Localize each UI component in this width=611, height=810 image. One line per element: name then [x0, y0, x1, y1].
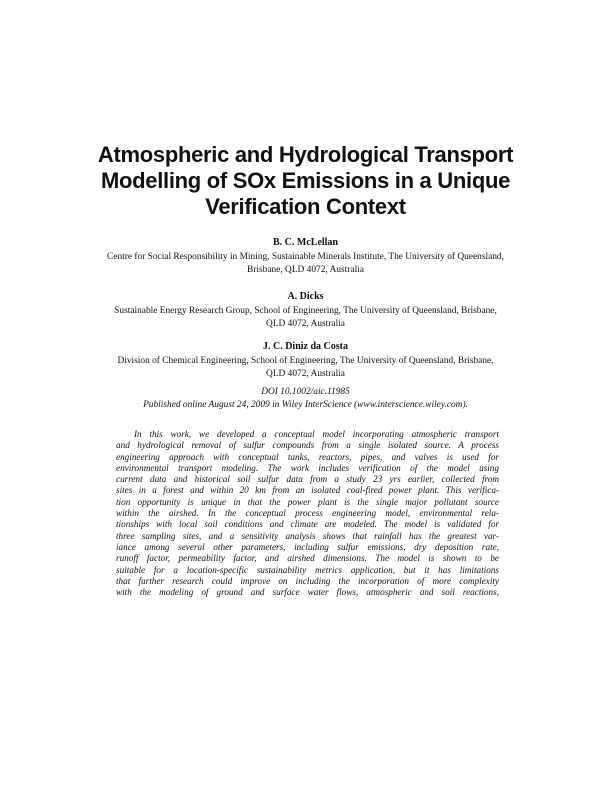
publication-info: [60, 386, 551, 411]
abstract-line: that further research could improve on including the incorporation of more complexity: [116, 575, 499, 586]
author-affiliation: [90, 355, 521, 380]
doi-text: DOI 10.1002/aic.11985: [261, 387, 350, 397]
author-affiliation: [90, 305, 521, 330]
author-block-diniz-da-costa: [90, 340, 521, 380]
abstract-line: current data and historical soil sulfur data from a study 23 yrs earlier, collected from: [116, 474, 499, 485]
abstract-line: three sampling sites, and a sensitivity analysis shows that rainfall has the greatest var-: [116, 530, 499, 541]
abstract-line: runoff factor, permeability factor, and airshed dimensions. The model is shown to be: [116, 553, 499, 564]
abstract-line: In this work, we developed a conceptual model incorporating atmospheric transport: [134, 429, 499, 439]
paper-title: [60, 142, 551, 220]
abstract-line: environmental transport modeling. The work includes verification of the model using: [116, 462, 499, 473]
affiliation-line: QLD 4072, Australia: [266, 368, 345, 379]
abstract-line: and hydrological removal of sulfur compounds from a single isolated source. A process: [116, 440, 499, 451]
title-line: Modelling of SOx Emissions in a Unique: [100, 168, 511, 193]
affiliation-line: Division of Chemical Engineering, School of Engineering, The University of Queensland, Brisbane,: [117, 356, 494, 366]
affiliation-line: Brisbane, QLD 4072, Australia: [247, 264, 364, 275]
author-block-dicks: [90, 290, 521, 330]
title-line: Atmospheric and Hydrological Transport: [97, 142, 514, 167]
abstract: [116, 429, 499, 598]
abstract-line: sites in a forest and within 20 km from an isolated coal-fired power plant. This verifica-: [116, 485, 499, 496]
abstract-line: tionships with local soil conditions and climate are modeled. The model is validated for: [116, 519, 499, 530]
affiliation-line: Centre for Social Responsibility in Mining, Sustainable Minerals Institute, The University of Queensland,: [107, 252, 504, 262]
author-name: B. C. McLellan: [273, 237, 338, 248]
abstract-line: within the airshed. In the conceptual process engineering model, environmental rela-: [116, 508, 499, 519]
abstract-line: engineering approach with conceptual tanks, reactors, pipes, and valves is used for: [116, 451, 499, 462]
abstract-line: with the modeling of ground and surface water flows, atmospheric and soil reactions,: [116, 587, 499, 598]
author-block-mclellan: [90, 236, 521, 276]
title-line: Verification Context: [205, 194, 406, 219]
abstract-line: iance among several other parameters, including sulfur emissions, dry deposition rate,: [116, 541, 499, 552]
affiliation-line: Sustainable Energy Research Group, School of Engineering, The University of Queensland, Brisbane,: [114, 306, 497, 316]
published-online-text: Published online August 24, 2009 in Wiley InterScience (www.interscience.wiley.com).: [143, 399, 468, 410]
affiliation-line: QLD 4072, Australia: [266, 318, 345, 329]
author-name: A. Dicks: [287, 291, 324, 302]
author-name: J. C. Diniz da Costa: [262, 341, 348, 352]
abstract-line: suitable for a location-specific sustainability metrics application, but it has limitations: [116, 564, 499, 575]
abstract-line: tion opportunity is unique in that the power plant is the single major pollutant source: [116, 496, 499, 507]
author-affiliation: [90, 251, 521, 276]
